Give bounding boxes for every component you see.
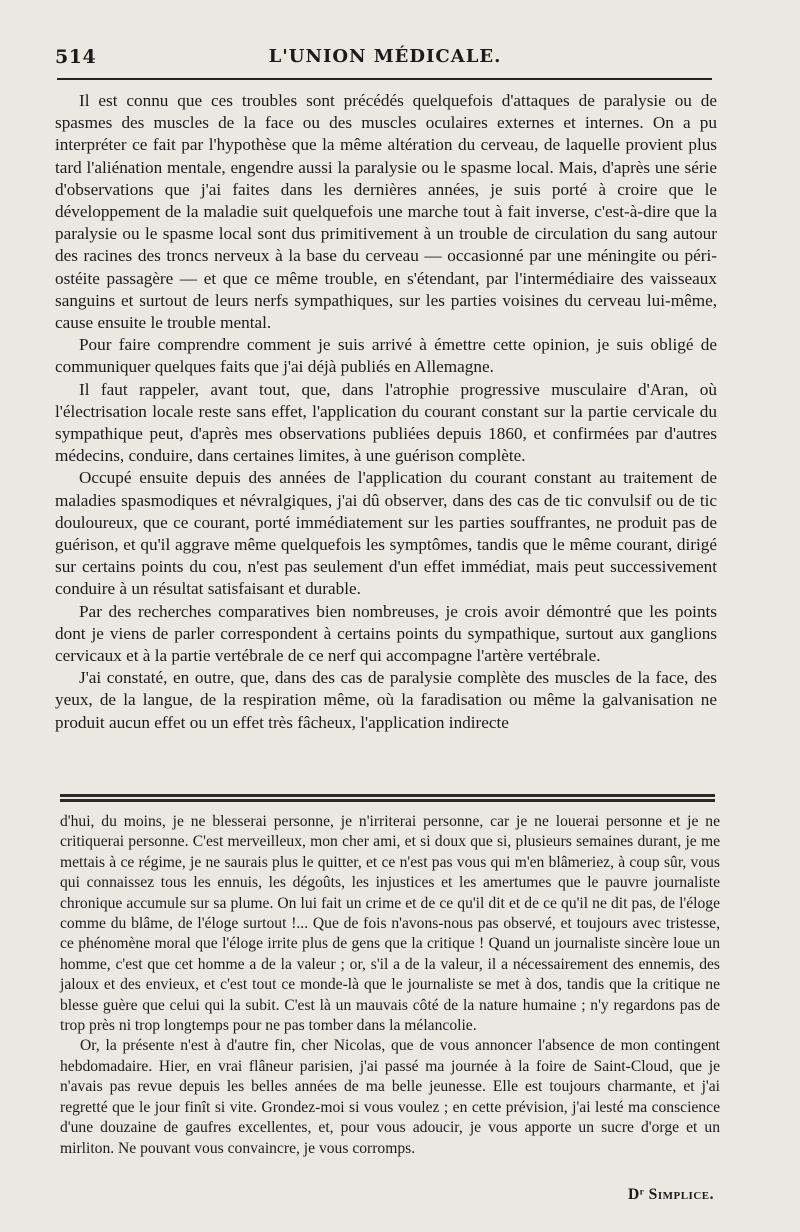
feuilleton-body [60, 812, 720, 1159]
signature-name: Simplice. [648, 1186, 714, 1203]
page-number: 514 [55, 46, 97, 68]
article-paragraph: Par des recherches comparatives bien nombreuses, je crois avoir démontré que les points dont je viens de parler correspondent à certains points du sympathique, surtout aux ganglions cervicaux et à la partie vertébrale de ce nerf qui accompagne l'artère vertébrale. [55, 601, 717, 666]
page-header [55, 46, 715, 72]
article-paragraph: Occupé ensuite depuis des années de l'application du courant constant au traitement de maladies spasmodiques et névralgiques, j'ai dû observer, dans des cas de tic convulsif ou de tic douloureux, que ce courant, porté immédiatement sur les parties souffrantes, ne produit pas de guérison, et qu'il aggrave même quelquefois les symptômes, tandis que le même courant, dirigé sur certains points du cou, n'est pas seulement d'un effet immédiat, mais peut successivement conduire à un résultat satisfaisant et durable. [55, 468, 717, 599]
article-paragraph: J'ai constaté, en outre, que, dans des cas de paralysie complète des muscles de la face, des yeux, de la langue, de la respiration même, où la faradisation ou même la galvanisation ne produit aucun effet ou un effet très fâcheux, l'application indirecte [55, 668, 717, 732]
feuilleton-separator [60, 794, 715, 802]
article-body [55, 90, 717, 734]
feuilleton-paragraph: Or, la présente n'est à d'autre fin, cher Nicolas, que de vous annoncer l'absence de mon contingent hebdomadaire. Hier, en vrai flâneur parisien, j'ai passé ma journée à la foire de Saint-Cloud, que je n'avais pas revue depuis les belles années de ma belle jeunesse. Elle est toujours charmante, et j'ai regretté que le jour finît si vite. Grondez-moi si vous voulez ; en cette prévision, j'ai lesté ma conscience d'une douzaine de gaufres excellentes, et, pour vous adoucir, je vous apporte un sucre d'orge et un mirliton. Ne pouvant vous convaincre, je vous corromps. [60, 1037, 720, 1157]
article-paragraph: Il faut rappeler, avant tout, que, dans l'atrophie progressive musculaire d'Aran, où l'électrisation locale reste sans effet, l'application du courant constant sur la partie cervicale du sympathique peut, d'après mes observations publiées depuis 1860, et confirmées par d'autres médecins, conduire, dans certaines limites, à une guérison complète. [55, 379, 717, 466]
article-paragraph: Il est connu que ces troubles sont précédés quelquefois d'attaques de paralysie ou de spasmes des muscles de la face ou des muscles oculaires externes et internes. On a pu interpréter ce fait par l'hypothèse que la même altération du cerveau, de laquelle provient plus tard l'aliénation mentale, engendre aussi la paralysie ou le spasme local. Mais, d'après une série d'observations que j'ai faites dans les dernières années, je suis porté à croire que le développement de la maladie suit quelquefois une marche tout à fait inverse, c'est-à-dire que la paralysie ou le spasme local sont dus primitivement à un trouble de circulation du sang autour des racines des troncs nerveux à la base du cerveau — occasionné par une méningite ou péri-ostéite passagère — et que ce même trouble, en s'étendant, par l'intermédiaire des vaisseaux sanguins et surtout de leurs nerfs sympathiques, sur les parties voisines du cerveau lui-même, cause ensuite le trouble mental. [55, 91, 717, 333]
signature [628, 1186, 714, 1204]
article-paragraph: Pour faire comprendre comment je suis arrivé à émettre cette opinion, je suis obligé de communiquer quelques faits que j'ai déjà publiés en Allemagne. [55, 335, 717, 377]
journal-title: L'UNION MÉDICALE. [268, 46, 502, 67]
signature-prefix: Dʳ [628, 1186, 645, 1203]
feuilleton-paragraph: d'hui, du moins, je ne blesserai personne, je n'irriterai personne, car je ne louerai personne et je ne critiquerai personne. C'est merveilleux, mon cher ami, et si doux que si, plusieurs semaines durant, je me mettais à ce régime, je ne saurais plus le quitter, et ce n'est pas vous qui m'en blâmeriez, à coup sûr, vous qui connaissez tous les ennuis, les dégoûts, les injustices et les amertumes que le pauvre journaliste chronique accumule sur sa plume. On lui fait un crime et de ce qu'il dit et de ce qu'il ne dit pas, de l'éloge comme du blâme, de l'éloge surtout !... Que de fois n'avons-nous pas observé, et toujours avec tristesse, ce phénomène moral que l'éloge irrite plus de gens que la critique ! Quand un journaliste sincère loue un homme, c'est que cet homme a de la valeur ; or, s'il a de la valeur, il a nécessairement des ennemis, des jaloux et des envieux, et c'est tout ce monde-là que le journaliste se met à dos, tandis que la critique ne blesse guère que celui qui la subit. C'est là un mauvais côté de la nature humaine ; n'y regardons pas de trop près ni trop longtemps pour ne pas tomber dans la mélancolie. [60, 813, 720, 1035]
header-rule [57, 78, 712, 80]
